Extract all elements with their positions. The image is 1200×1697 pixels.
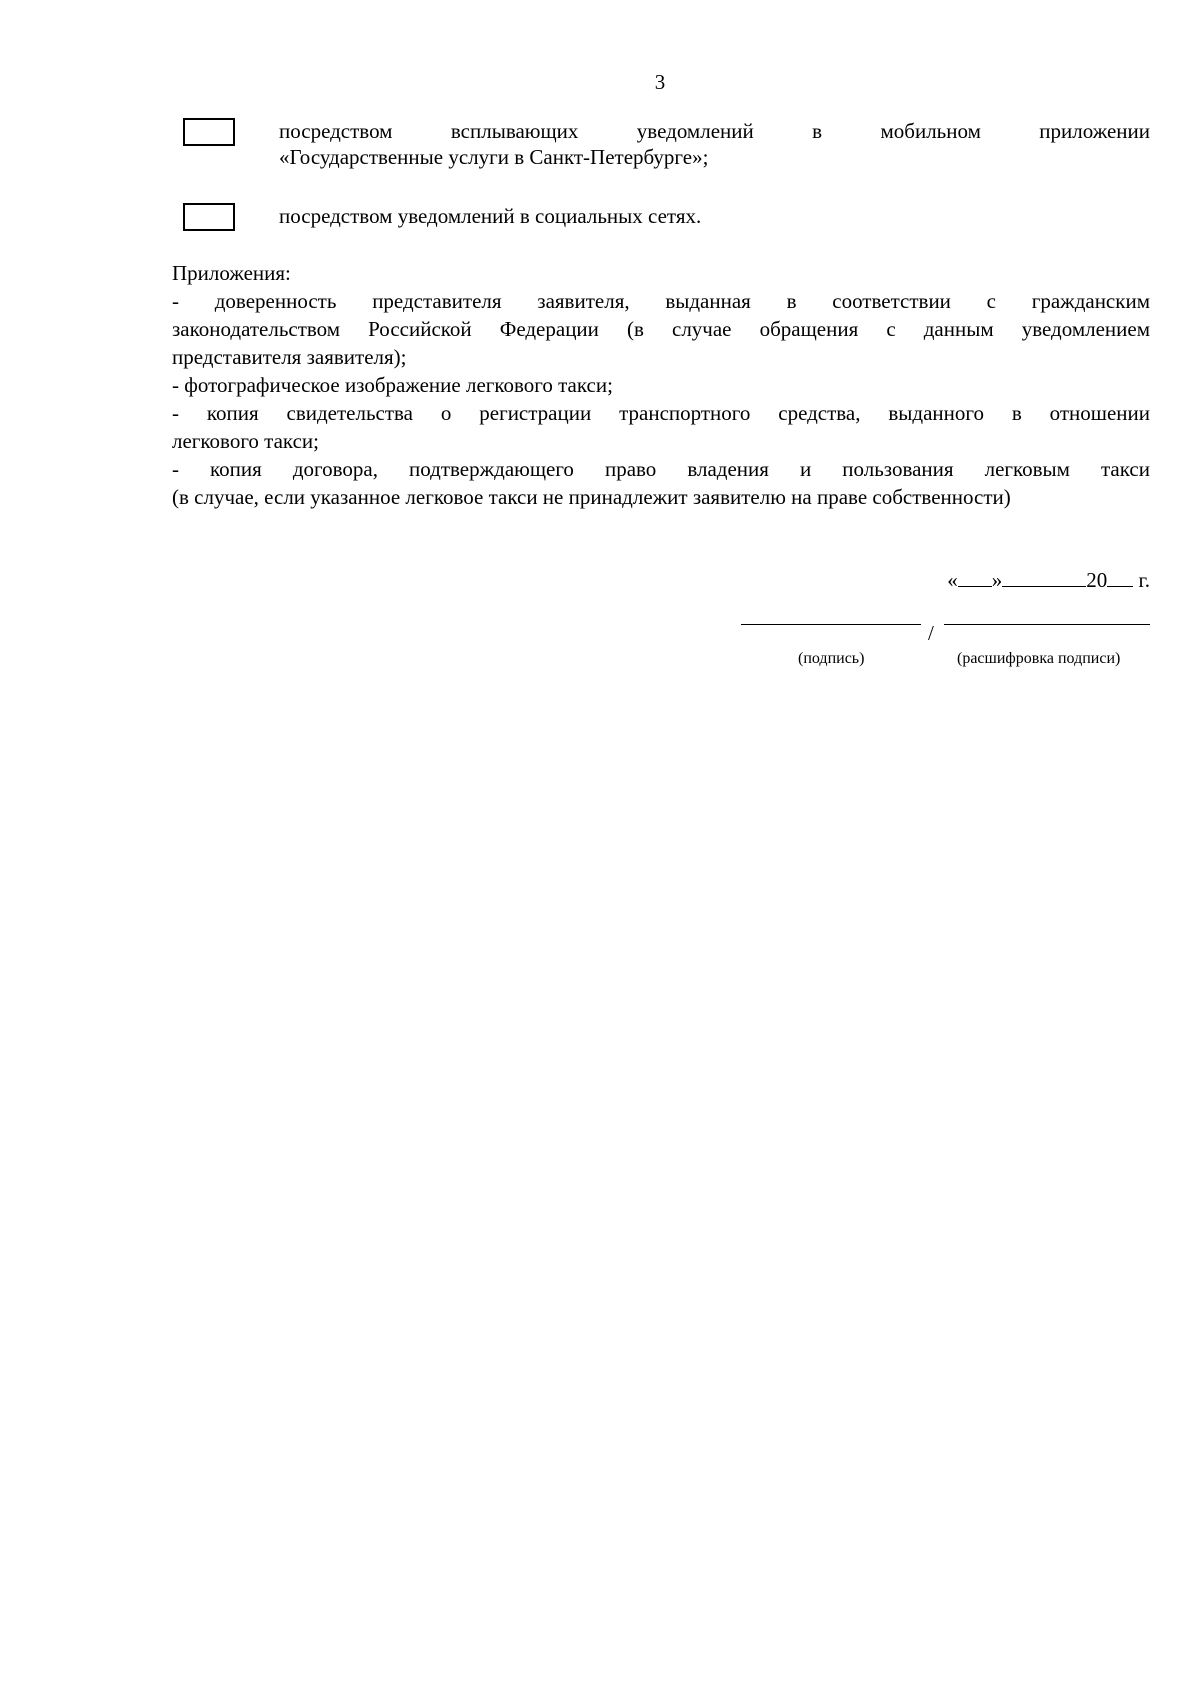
option-mobile-app-line2: «Государственные услуги в Санкт-Петербурге»; [279,145,709,169]
checkbox-mobile-app[interactable] [183,118,235,146]
date-open-quote: « [947,568,958,592]
attachment-1-line3: представителя заявителя); [172,345,407,369]
attachment-4-line2: (в случае, если указанное легковое такси не принадлежит заявителю на праве собственности) [172,485,1011,509]
attachment-1-line1: - доверенность представителя заявителя, выданная в соответствии с гражданским [172,289,1150,313]
signature-line[interactable] [741,624,921,625]
date-day-blank[interactable] [958,568,992,587]
signature-decode-caption: (расшифровка подписи) [957,650,1121,667]
signature-separator: / [928,621,934,645]
date-suffix: г. [1138,568,1150,592]
date-month-blank[interactable] [1002,568,1086,587]
option-mobile-app-line1: посредством всплывающих уведомлений в мобильном приложении [279,119,1150,143]
page-number: 3 [654,70,666,94]
attachments-section [172,259,1150,511]
date-close-quote: » [991,568,1003,592]
attachment-3-line1: - копия свидетельства о регистрации транспортного средства, выданного в отношении [172,401,1150,425]
signature-caption: (подпись) [798,650,865,667]
signature-decode-line[interactable] [944,624,1150,625]
date-year-blank[interactable] [1107,568,1133,587]
attachment-1-line2: законодательством Российской Федерации (в случае обращения с данным уведомлением [172,317,1150,341]
attachment-4-line1: - копия договора, подтверждающего право владения и пользования легковым такси [172,457,1150,481]
attachment-2-line1: - фотографическое изображение легкового такси; [172,373,613,397]
attachments-heading: Приложения: [172,261,291,285]
option-social-line1: посредством уведомлений в социальных сетях. [279,204,702,228]
checkbox-social[interactable] [183,203,235,231]
attachment-3-line2: легкового такси; [172,429,319,453]
date-century: 20 [1086,568,1108,592]
date-field [947,568,1150,593]
